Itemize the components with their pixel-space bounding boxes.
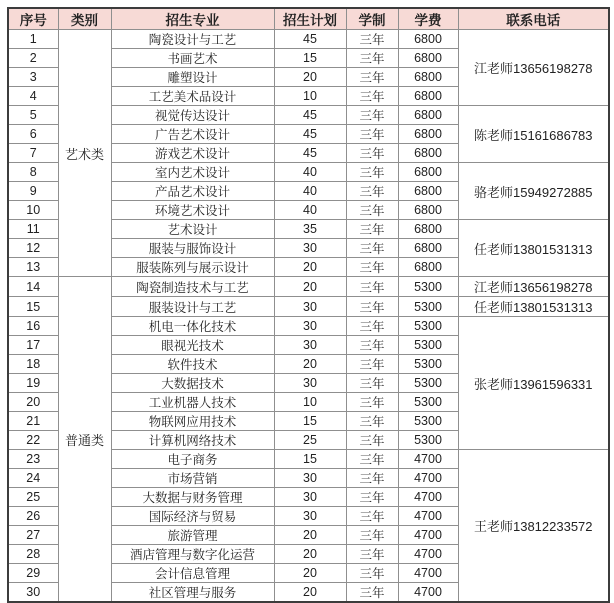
plan-cell: 20 (274, 68, 346, 87)
duration-cell: 三年 (346, 163, 398, 182)
row-number-cell: 17 (8, 336, 58, 355)
major-cell: 服装与服饰设计 (111, 239, 274, 258)
contact-cell: 江老师13656198278 (458, 30, 609, 106)
major-cell: 会计信息管理 (111, 564, 274, 583)
plan-cell: 15 (274, 450, 346, 469)
fee-cell: 4700 (398, 507, 458, 526)
plan-cell: 30 (274, 297, 346, 317)
row-number-cell: 6 (8, 125, 58, 144)
duration-cell: 三年 (346, 106, 398, 125)
major-cell: 雕塑设计 (111, 68, 274, 87)
header-contact: 联系电话 (458, 8, 609, 30)
duration-cell: 三年 (346, 412, 398, 431)
duration-cell: 三年 (346, 488, 398, 507)
duration-cell: 三年 (346, 297, 398, 317)
plan-cell: 20 (274, 526, 346, 545)
major-cell: 产品艺术设计 (111, 182, 274, 201)
table-row (8, 277, 609, 297)
row-number-cell: 2 (8, 49, 58, 68)
plan-cell: 45 (274, 144, 346, 163)
fee-cell: 5300 (398, 297, 458, 317)
duration-cell: 三年 (346, 374, 398, 393)
plan-cell: 30 (274, 336, 346, 355)
plan-cell: 10 (274, 393, 346, 412)
major-cell: 室内艺术设计 (111, 163, 274, 182)
duration-cell: 三年 (346, 526, 398, 545)
plan-cell: 20 (274, 564, 346, 583)
row-number-cell: 12 (8, 239, 58, 258)
duration-cell: 三年 (346, 182, 398, 201)
plan-cell: 35 (274, 220, 346, 239)
duration-cell: 三年 (346, 469, 398, 488)
fee-cell: 6800 (398, 106, 458, 125)
row-number-cell: 16 (8, 317, 58, 336)
row-number-cell: 29 (8, 564, 58, 583)
duration-cell: 三年 (346, 201, 398, 220)
table-header-row (8, 8, 609, 30)
fee-cell: 5300 (398, 277, 458, 297)
row-number-cell: 10 (8, 201, 58, 220)
duration-cell: 三年 (346, 393, 398, 412)
contact-cell: 张老师13961596331 (458, 317, 609, 450)
row-number-cell: 23 (8, 450, 58, 469)
plan-cell: 20 (274, 277, 346, 297)
row-number-cell: 8 (8, 163, 58, 182)
fee-cell: 6800 (398, 30, 458, 49)
fee-cell: 5300 (398, 336, 458, 355)
duration-cell: 三年 (346, 144, 398, 163)
major-cell: 国际经济与贸易 (111, 507, 274, 526)
header-fee: 学费 (398, 8, 458, 30)
table-row (8, 30, 609, 49)
fee-cell: 5300 (398, 355, 458, 374)
plan-cell: 30 (274, 507, 346, 526)
major-cell: 环境艺术设计 (111, 201, 274, 220)
major-cell: 社区管理与服务 (111, 583, 274, 603)
category-cell: 艺术类 (58, 30, 111, 277)
row-number-cell: 20 (8, 393, 58, 412)
row-number-cell: 14 (8, 277, 58, 297)
major-cell: 大数据技术 (111, 374, 274, 393)
duration-cell: 三年 (346, 450, 398, 469)
contact-cell: 王老师13812233572 (458, 450, 609, 603)
duration-cell: 三年 (346, 507, 398, 526)
row-number-cell: 21 (8, 412, 58, 431)
plan-cell: 30 (274, 239, 346, 258)
row-number-cell: 25 (8, 488, 58, 507)
row-number-cell: 3 (8, 68, 58, 87)
duration-cell: 三年 (346, 317, 398, 336)
duration-cell: 三年 (346, 87, 398, 106)
major-cell: 大数据与财务管理 (111, 488, 274, 507)
duration-cell: 三年 (346, 220, 398, 239)
plan-cell: 30 (274, 317, 346, 336)
row-number-cell: 22 (8, 431, 58, 450)
contact-cell: 任老师13801531313 (458, 220, 609, 277)
row-number-cell: 9 (8, 182, 58, 201)
contact-cell: 陈老师15161686783 (458, 106, 609, 163)
row-number-cell: 24 (8, 469, 58, 488)
fee-cell: 6800 (398, 163, 458, 182)
duration-cell: 三年 (346, 68, 398, 87)
fee-cell: 6800 (398, 239, 458, 258)
header-row-number: 序号 (8, 8, 58, 30)
row-number-cell: 4 (8, 87, 58, 106)
duration-cell: 三年 (346, 277, 398, 297)
duration-cell: 三年 (346, 239, 398, 258)
plan-cell: 30 (274, 374, 346, 393)
plan-cell: 40 (274, 163, 346, 182)
major-cell: 酒店管理与数字化运营 (111, 545, 274, 564)
header-plan: 招生计划 (274, 8, 346, 30)
enrollment-table-container (7, 7, 610, 603)
major-cell: 工艺美术品设计 (111, 87, 274, 106)
plan-cell: 15 (274, 49, 346, 68)
row-number-cell: 11 (8, 220, 58, 239)
plan-cell: 20 (274, 355, 346, 374)
plan-cell: 20 (274, 583, 346, 603)
plan-cell: 20 (274, 258, 346, 277)
plan-cell: 45 (274, 125, 346, 144)
contact-cell: 任老师13801531313 (458, 297, 609, 317)
major-cell: 软件技术 (111, 355, 274, 374)
major-cell: 机电一体化技术 (111, 317, 274, 336)
row-number-cell: 28 (8, 545, 58, 564)
major-cell: 艺术设计 (111, 220, 274, 239)
major-cell: 计算机网络技术 (111, 431, 274, 450)
category-cell: 普通类 (58, 277, 111, 603)
fee-cell: 6800 (398, 125, 458, 144)
row-number-cell: 30 (8, 583, 58, 603)
duration-cell: 三年 (346, 125, 398, 144)
duration-cell: 三年 (346, 49, 398, 68)
plan-cell: 40 (274, 201, 346, 220)
fee-cell: 6800 (398, 87, 458, 106)
fee-cell: 5300 (398, 317, 458, 336)
major-cell: 陶瓷设计与工艺 (111, 30, 274, 49)
fee-cell: 4700 (398, 450, 458, 469)
row-number-cell: 26 (8, 507, 58, 526)
plan-cell: 25 (274, 431, 346, 450)
fee-cell: 6800 (398, 258, 458, 277)
header-major: 招生专业 (111, 8, 274, 30)
fee-cell: 6800 (398, 49, 458, 68)
major-cell: 游戏艺术设计 (111, 144, 274, 163)
fee-cell: 6800 (398, 68, 458, 87)
plan-cell: 40 (274, 182, 346, 201)
row-number-cell: 19 (8, 374, 58, 393)
row-number-cell: 18 (8, 355, 58, 374)
duration-cell: 三年 (346, 258, 398, 277)
plan-cell: 45 (274, 30, 346, 49)
major-cell: 视觉传达设计 (111, 106, 274, 125)
duration-cell: 三年 (346, 30, 398, 49)
contact-cell: 江老师13656198278 (458, 277, 609, 297)
row-number-cell: 5 (8, 106, 58, 125)
fee-cell: 4700 (398, 526, 458, 545)
fee-cell: 5300 (398, 393, 458, 412)
header-category: 类别 (58, 8, 111, 30)
fee-cell: 5300 (398, 431, 458, 450)
fee-cell: 4700 (398, 488, 458, 507)
major-cell: 电子商务 (111, 450, 274, 469)
plan-cell: 30 (274, 469, 346, 488)
major-cell: 旅游管理 (111, 526, 274, 545)
major-cell: 广告艺术设计 (111, 125, 274, 144)
plan-cell: 20 (274, 545, 346, 564)
plan-cell: 15 (274, 412, 346, 431)
major-cell: 工业机器人技术 (111, 393, 274, 412)
major-cell: 陶瓷制造技术与工艺 (111, 277, 274, 297)
plan-cell: 30 (274, 488, 346, 507)
major-cell: 眼视光技术 (111, 336, 274, 355)
fee-cell: 4700 (398, 469, 458, 488)
row-number-cell: 7 (8, 144, 58, 163)
enrollment-table (7, 7, 610, 603)
row-number-cell: 13 (8, 258, 58, 277)
fee-cell: 5300 (398, 374, 458, 393)
fee-cell: 4700 (398, 564, 458, 583)
fee-cell: 6800 (398, 182, 458, 201)
plan-cell: 10 (274, 87, 346, 106)
duration-cell: 三年 (346, 431, 398, 450)
row-number-cell: 27 (8, 526, 58, 545)
duration-cell: 三年 (346, 583, 398, 603)
fee-cell: 4700 (398, 545, 458, 564)
header-duration: 学制 (346, 8, 398, 30)
fee-cell: 6800 (398, 201, 458, 220)
duration-cell: 三年 (346, 336, 398, 355)
row-number-cell: 15 (8, 297, 58, 317)
fee-cell: 4700 (398, 583, 458, 603)
major-cell: 服装设计与工艺 (111, 297, 274, 317)
fee-cell: 6800 (398, 144, 458, 163)
fee-cell: 5300 (398, 412, 458, 431)
major-cell: 物联网应用技术 (111, 412, 274, 431)
duration-cell: 三年 (346, 355, 398, 374)
fee-cell: 6800 (398, 220, 458, 239)
major-cell: 市场营销 (111, 469, 274, 488)
major-cell: 服装陈列与展示设计 (111, 258, 274, 277)
row-number-cell: 1 (8, 30, 58, 49)
duration-cell: 三年 (346, 564, 398, 583)
duration-cell: 三年 (346, 545, 398, 564)
major-cell: 书画艺术 (111, 49, 274, 68)
plan-cell: 45 (274, 106, 346, 125)
table-body (8, 30, 609, 603)
contact-cell: 骆老师15949272885 (458, 163, 609, 220)
